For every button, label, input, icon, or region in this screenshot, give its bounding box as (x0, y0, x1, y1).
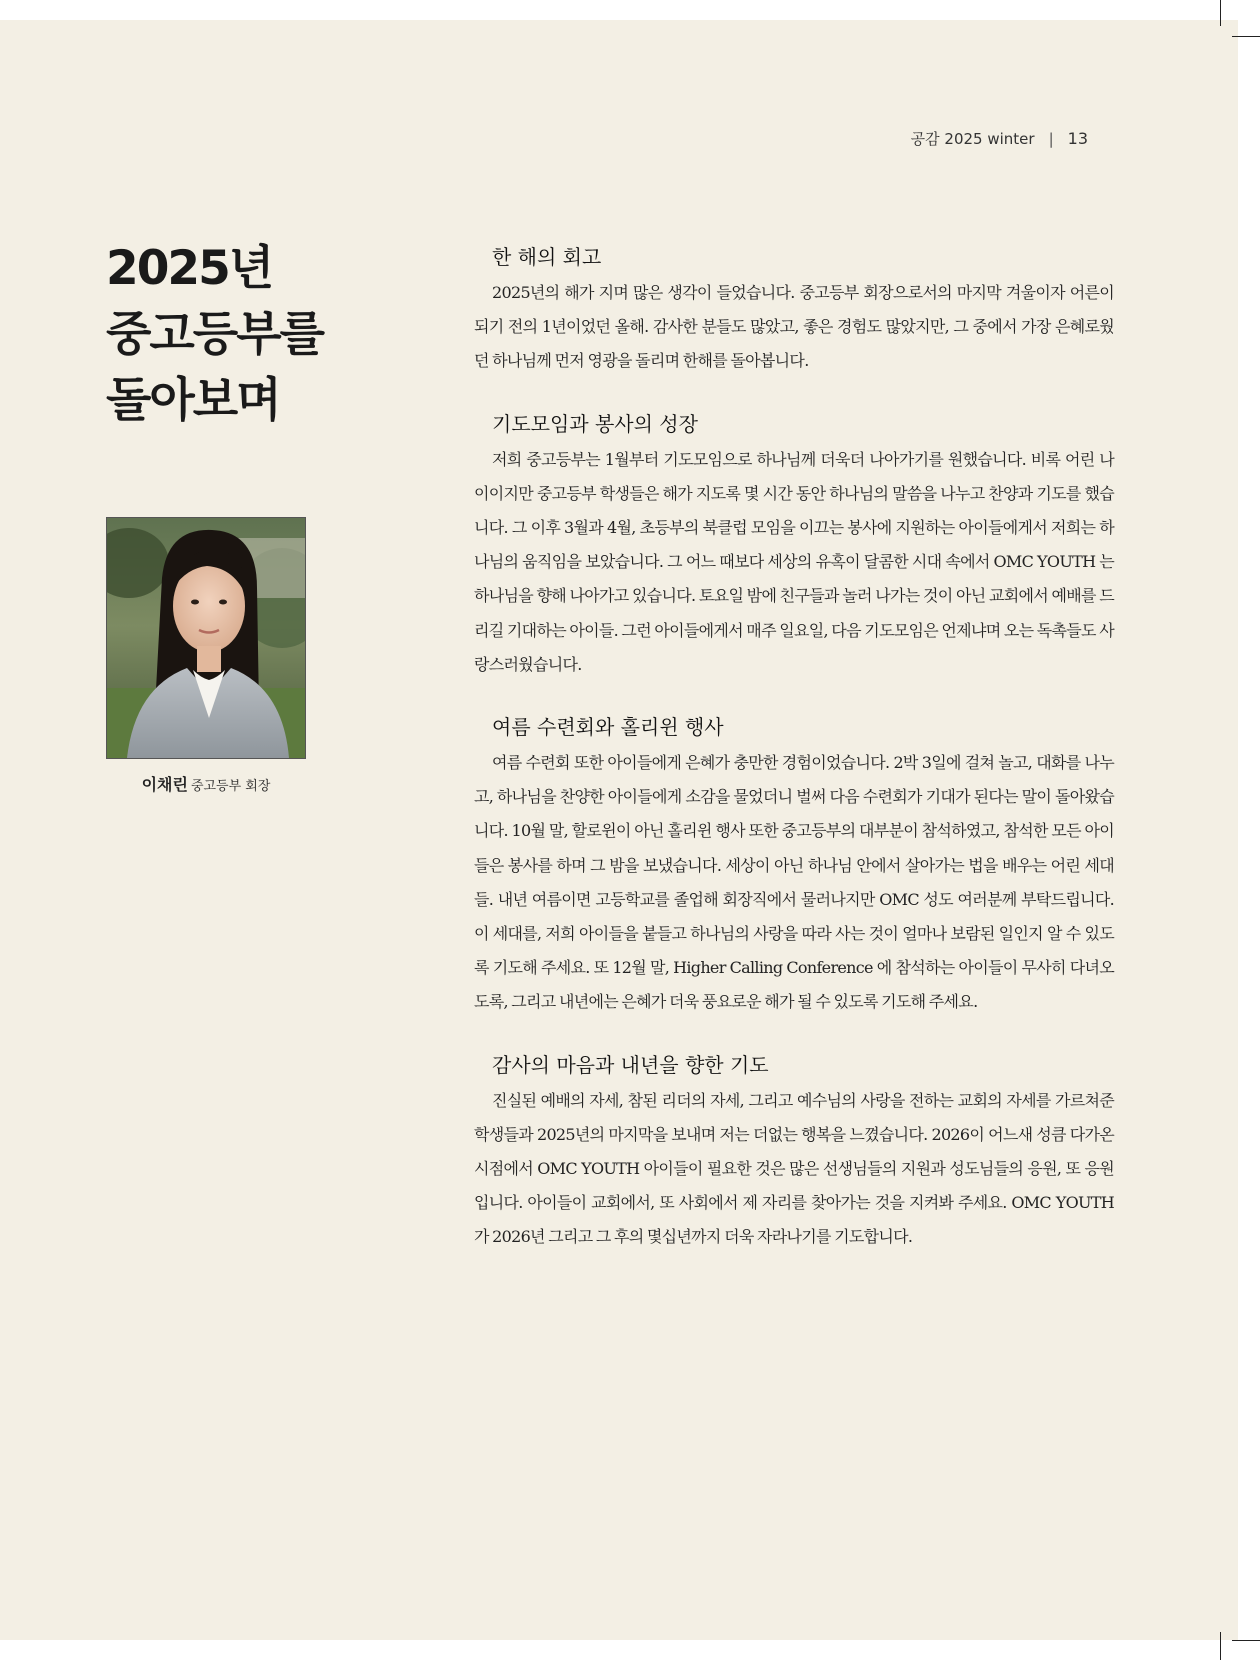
section-gratitude (474, 1050, 1114, 1255)
page-number: 13 (1067, 129, 1088, 148)
section-heading: 한 해의 회고 (492, 245, 602, 269)
section-heading: 기도모임과 봉사의 성장 (492, 411, 698, 436)
article-title (106, 236, 426, 434)
section-paragraph: 2025년의 해가 지며 많은 생각이 들었습니다. 중고등부 회장으로서의 마지막 겨울이자 어른이 되기 전의 1년이었던 올해. 감사한 분들도 많았고, 좋은 경험도 많았지만, 그 중에서 가장 은혜로웠던 하나님께 먼저 영광을 돌리며 한해를 돌아봅니다. (474, 283, 1114, 371)
article-body (474, 242, 1114, 1285)
title-line-3: 돌아보며 (106, 373, 280, 428)
author-photo (106, 517, 306, 759)
section-heading: 감사의 마음과 내년을 향한 기도 (492, 1052, 769, 1077)
section-prayer-meetings (474, 409, 1114, 682)
header-separator: | (1048, 130, 1054, 148)
section-paragraph: 여름 수련회 또한 아이들에게 은혜가 충만한 경험이었습니다. 2박 3일에 걸쳐 놀고, 대화를 나누고, 하나님을 찬양한 아이들에게 소감을 물었더니 벌써 다음 수련회가 기대가 된다는 말이 돌아왔습니다. 10월 말, 할로윈이 아닌 홀리윈 행사 또한 중고등부의 대부분이 참석하였고, 참석한 모든 아이들은 봉사를 하며 그 밤을 보냈습니다. 세상이 아닌 하나님 안에서 살아가는 법을 배우는 어린 세대들. 내년 여름이면 고등학교를 졸업해 회장직에서 물러나지만 OMC 성도 여러분께 부탁드립니다. 이 세대를, 저희 아이들을 붙들고 하나님의 사랑을 따라 사는 것이 얼마나 보람된 일인지 알 수 있도록 기도해 주세요. 또 12월 말, Higher Calling Conference 에 참석하는 아이들이 무사히 다녀오도록, 그리고 내년에는 은혜가 더욱 풍요로운 해가 될 수 있도록 기도해 주세요. (474, 753, 1114, 1012)
section-heading: 여름 수련회와 홀리윈 행사 (492, 715, 724, 740)
crop-mark-top-vertical (1220, 0, 1221, 26)
section-reflection (474, 242, 1114, 379)
title-line-2: 중고등부를 (106, 307, 324, 362)
section-paragraph: 진실된 예배의 자세, 참된 리더의 자세, 그리고 예수님의 사랑을 전하는 교회의 자세를 가르쳐준 학생들과 2025년의 마지막을 보내며 저는 더없는 행복을 느꼈습니다. 2026이 어느새 성큼 다가온 시점에서 OMC YOUTH 아이들이 필요한 것은 많은 선생님들의 지원과 성도님들의 응원, 또 응원입니다. 아이들이 교회에서, 또 사회에서 제 자리를 찾아가는 것을 지켜봐 주세요. OMC YOUTH 가 2026년 그리고 그 후의 몇십년까지 더욱 자라나기를 기도합니다. (474, 1090, 1114, 1247)
section-paragraph: 저희 중고등부는 1월부터 기도모임으로 하나님께 더욱더 나아가기를 원했습니다. 비록 어린 나이이지만 중고등부 학생들은 해가 지도록 몇 시간 동안 하나님의 말씀을 나누고 찬양과 기도를 했습니다. 그 이후 3월과 4월, 초등부의 북클럽 모임을 이끄는 봉사에 지원하는 아이들에게서 저희는 하나님의 움직임을 보았습니다. 그 어느 때보다 세상의 유혹이 달콤한 시대 속에서 OMC YOUTH 는 하나님을 향해 나아가고 있습니다. 토요일 밤에 친구들과 놀러 나가는 것이 아닌 교회에서 예배를 드리길 기대하는 아이들. 그런 아이들에게서 매주 일요일, 다음 기도모임은 언제냐며 오는 독촉들도 사랑스러웠습니다. (474, 449, 1114, 674)
section-summer-retreat (474, 712, 1114, 1020)
author-name: 이채린 (141, 775, 188, 794)
crop-mark-bottom-vertical (1220, 1632, 1221, 1660)
magazine-page (0, 20, 1238, 1640)
crop-mark-bottom-horizontal (1232, 1640, 1260, 1641)
crop-mark-top-horizontal (1232, 36, 1260, 37)
author-role: 중고등부 회장 (190, 779, 271, 794)
page-header (911, 128, 1088, 149)
magazine-name: 공감 2025 winter (910, 130, 1035, 148)
photo-caption (106, 772, 306, 795)
title-line-1: 2025년 (106, 241, 273, 296)
